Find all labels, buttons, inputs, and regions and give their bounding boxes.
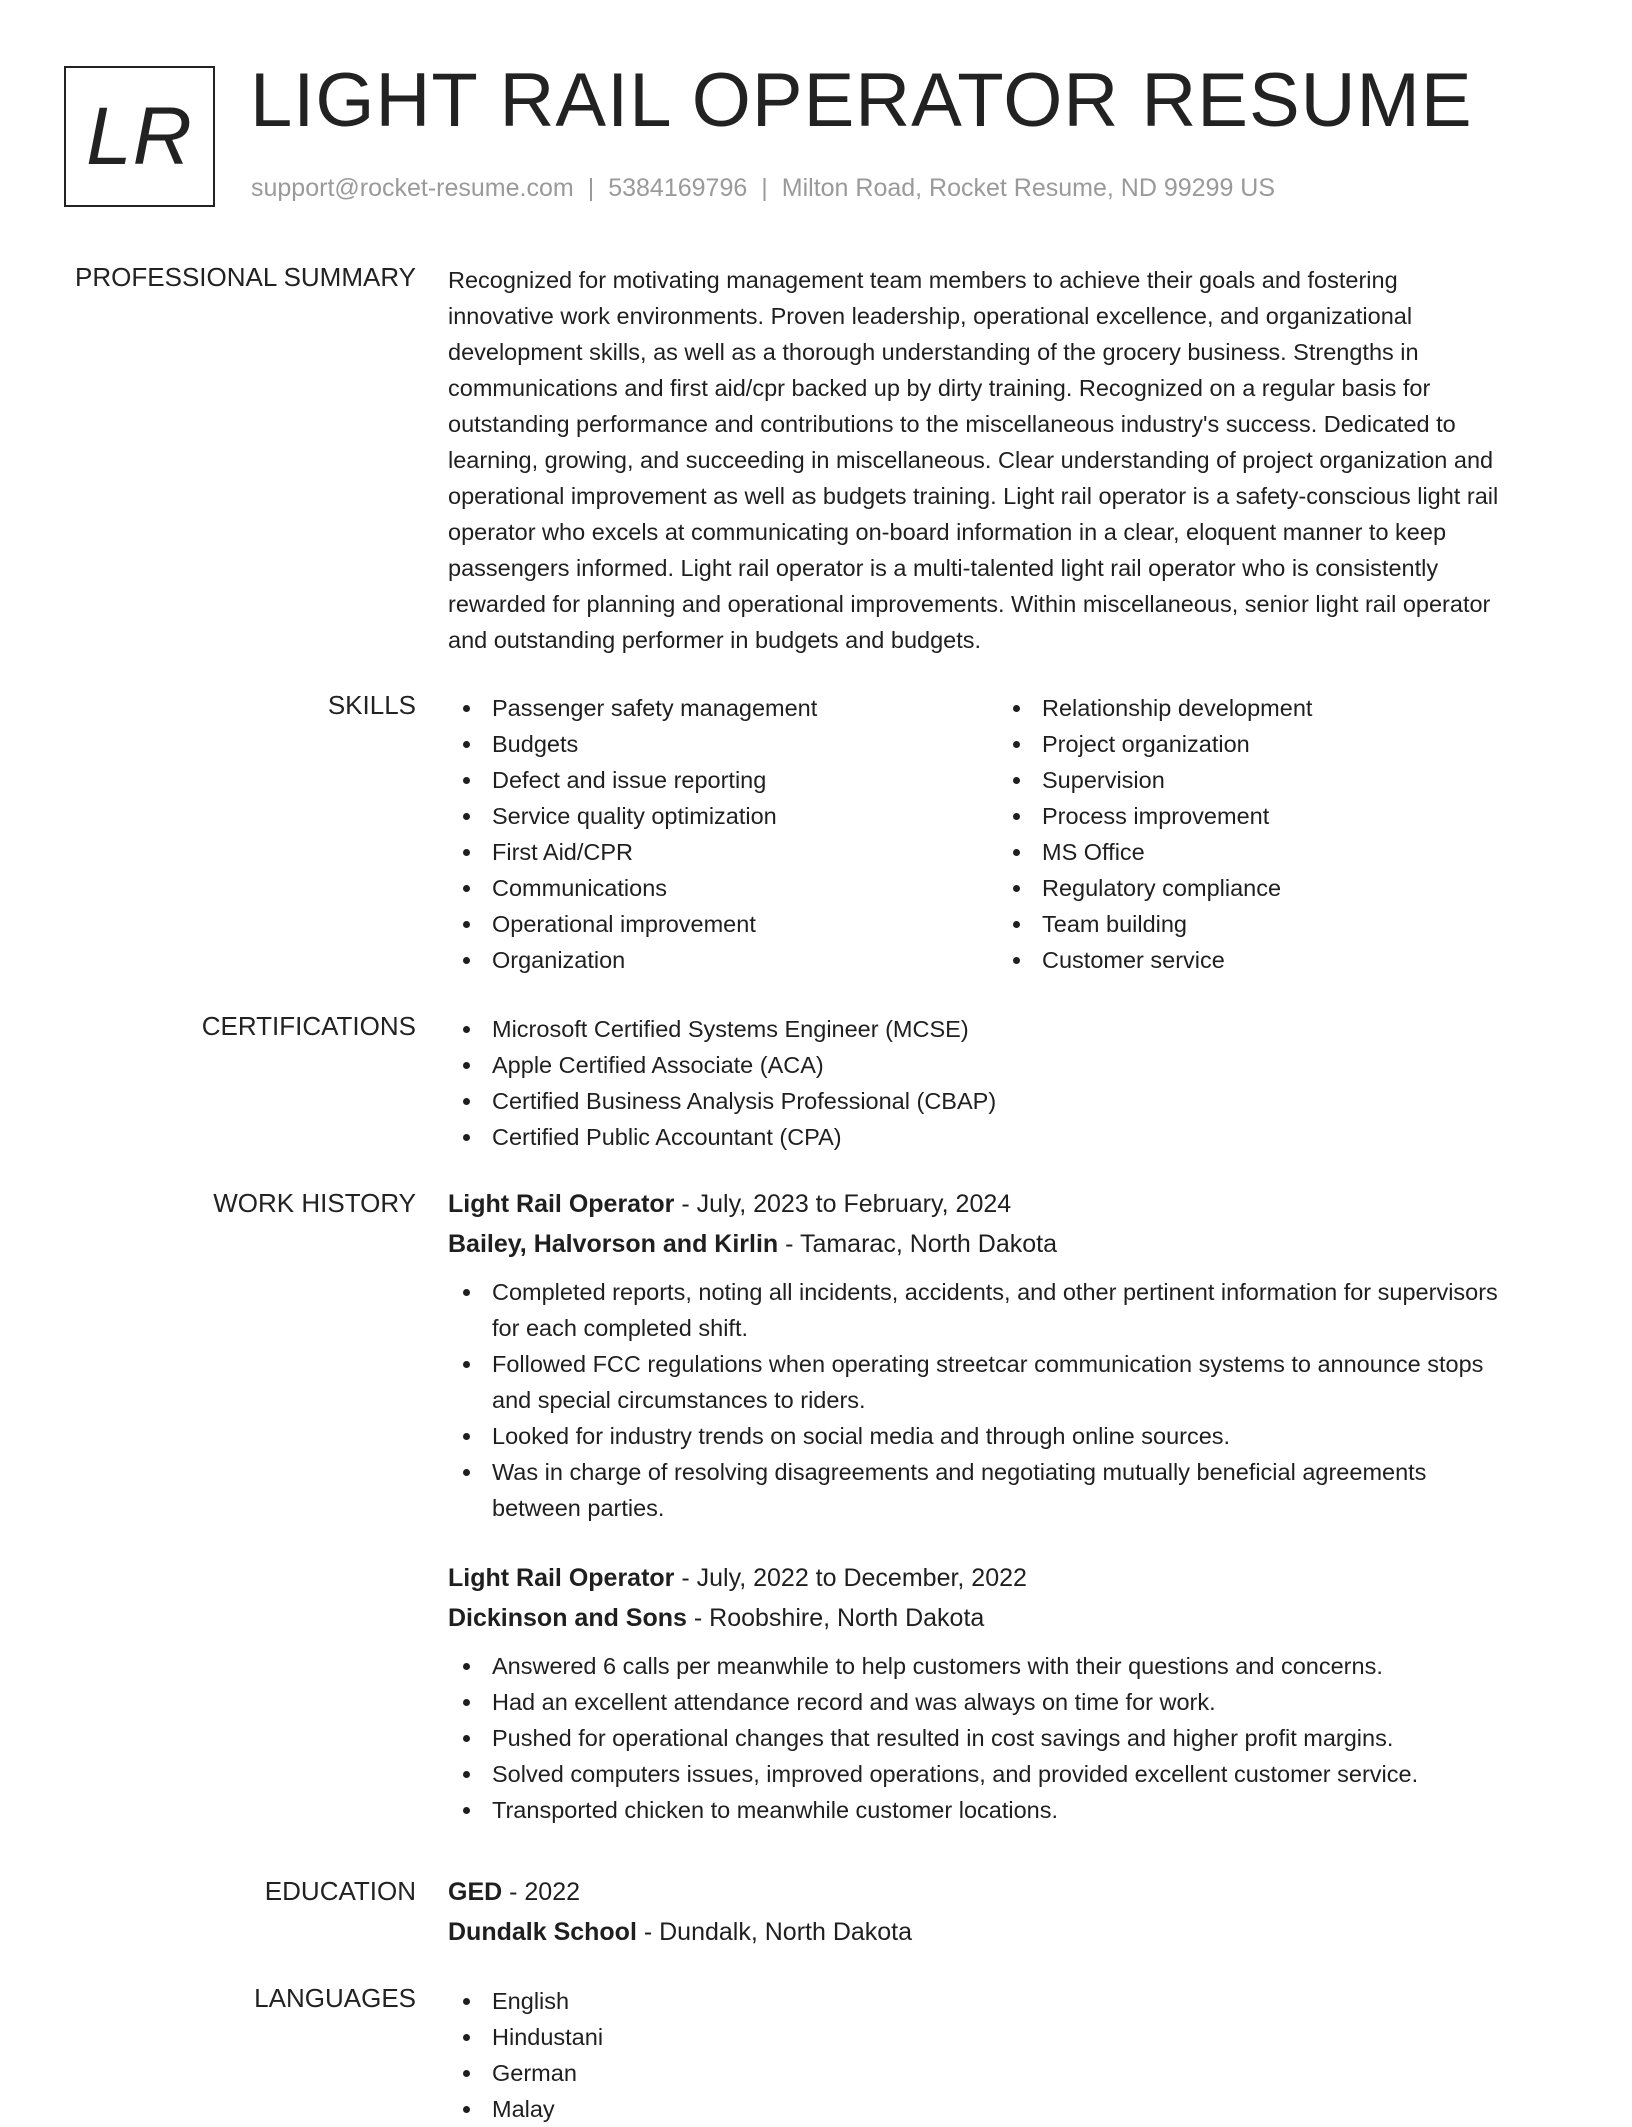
skills-columns [448,690,1568,978]
section-heading: PROFESSIONAL SUMMARY [75,262,416,292]
job-entry [448,1184,1568,1526]
summary-text [448,262,1568,658]
contact-line [251,174,1275,203]
duty-line: for each completed shift. [492,1315,749,1341]
language-item: Malay [448,2091,1568,2127]
certification-item: Certified Business Analysis Professional (CBAP) [448,1083,1568,1119]
job-title-line [448,1184,1568,1224]
job-duties-list [448,1648,1568,1828]
section-heading: LANGUAGES [254,1983,416,2013]
skill-item: MS Office [998,834,1548,870]
skill-item: Budgets [448,726,998,762]
summary-line: operational improvement as well as budgets training. Light rail operator is a safety-conscious light rail [448,483,1499,509]
contact-separator: | [761,174,768,202]
skill-item: Project organization [998,726,1548,762]
contact-email: support@rocket-resume.com [251,174,574,202]
job-duty [448,1346,1568,1418]
contact-separator: | [587,174,595,202]
education-location: - Dundalk, North Dakota [636,1918,913,1946]
summary-line: Recognized for motivating management team members to achieve their goals and fostering [448,267,1398,293]
job-title-line [448,1558,1568,1598]
section-heading: WORK HISTORY [213,1188,416,1218]
language-item: Hindustani [448,2019,1568,2055]
duty-line: Was in charge of resolving disagreements and negotiating mutually beneficial agreements [492,1459,1427,1485]
job-duty [448,1418,1568,1454]
skill-item: Operational improvement [448,906,998,942]
job-company-line [448,1224,1568,1264]
contact-address: Milton Road, Rocket Resume, ND 99299 US [781,174,1276,202]
skill-item: Communications [448,870,998,906]
education-school-line [448,1912,1568,1952]
duty-line: Completed reports, noting all incidents, accidents, and other pertinent information for supervisors [492,1279,1498,1305]
skill-item: Passenger safety management [448,690,998,726]
certifications-content [448,1011,1568,1155]
languages-list [448,1983,1568,2127]
job-dates: - July, 2023 to February, 2024 [674,1190,1012,1218]
job-duty: Answered 6 calls per meanwhile to help customers with their questions and concerns. [448,1648,1568,1684]
skill-item: Relationship development [998,690,1548,726]
education-content [448,1872,1568,1962]
certification-item: Certified Public Accountant (CPA) [448,1119,1568,1155]
skill-item: First Aid/CPR [448,834,998,870]
summary-line: operator who excels at communicating on-board information in a clear, eloquent manner to keep [448,519,1447,545]
job-company: Bailey, Halvorson and Kirlin [448,1230,779,1258]
education-school: Dundalk School [448,1918,637,1946]
section-heading: EDUCATION [264,1876,416,1906]
summary-line: rewarded for planning and operational improvements. Within miscellaneous, senior light rail operator [448,591,1491,617]
education-degree-line [448,1872,1568,1912]
summary-line: development skills, as well as a thorough understanding of the grocery business. Strengths in [448,339,1419,365]
skill-item: Supervision [998,762,1548,798]
job-duty: Pushed for operational changes that resulted in cost savings and higher profit margins. [448,1720,1568,1756]
duty-line: Followed FCC regulations when operating streetcar communication systems to announce stops [492,1351,1484,1377]
summary-line: and outstanding performer in budgets and budgets. [448,627,982,653]
job-duty: Had an excellent attendance record and was always on time for work. [448,1684,1568,1720]
language-item: English [448,1983,1568,2019]
certifications-list [448,1011,1568,1155]
summary-line: outstanding performance and contributions to the miscellaneous industry's success. Dedicated to [448,411,1456,437]
summary-line: communications and first aid/cpr backed up by dirty training. Recognized on a regular basis for [448,375,1431,401]
skills-list-left [448,690,998,978]
summary-line: passengers informed. Light rail operator is a multi-talented light rail operator who is consistently [448,555,1439,581]
section-heading: CERTIFICATIONS [201,1011,416,1041]
contact-phone: 5384169796 [608,174,748,202]
skill-item: Customer service [998,942,1548,978]
certification-item: Apple Certified Associate (ACA) [448,1047,1568,1083]
skill-item: Defect and issue reporting [448,762,998,798]
job-duty [448,1454,1568,1526]
job-duty: Solved computers issues, improved operations, and provided excellent customer service. [448,1756,1568,1792]
job-duty: Transported chicken to meanwhile customer locations. [448,1792,1568,1828]
skill-item: Process improvement [998,798,1548,834]
education-year: - 2022 [502,1878,581,1906]
skill-item: Organization [448,942,998,978]
duty-line: Looked for industry trends on social media and through online sources. [492,1423,1231,1449]
monogram-logo: LR [64,66,215,207]
summary-line: innovative work environments. Proven leadership, operational excellence, and organizational [448,303,1413,329]
job-company-line [448,1598,1568,1638]
job-title: Light Rail Operator [448,1564,675,1592]
resume-title: LIGHT RAIL OPERATOR RESUME [250,58,1473,143]
education-degree: GED [448,1878,503,1906]
skill-item: Service quality optimization [448,798,998,834]
job-title: Light Rail Operator [448,1190,675,1218]
section-heading: SKILLS [327,690,416,720]
language-item: German [448,2055,1568,2091]
job-dates: - July, 2022 to December, 2022 [674,1564,1027,1592]
job-location: - Roobshire, North Dakota [686,1604,985,1632]
job-entry [448,1558,1568,1828]
skill-item: Team building [998,906,1548,942]
certification-item: Microsoft Certified Systems Engineer (MCSE) [448,1011,1568,1047]
duty-line: between parties. [492,1495,665,1521]
languages-content [448,1983,1568,2127]
job-duties-list [448,1274,1568,1526]
work-history-content [448,1184,1568,1828]
duty-line: and special circumstances to riders. [492,1387,866,1413]
summary-line: learning, growing, and succeeding in miscellaneous. Clear understanding of project organization and [448,447,1494,473]
job-duty [448,1274,1568,1346]
job-company: Dickinson and Sons [448,1604,687,1632]
skills-list-right [998,690,1548,978]
job-location: - Tamarac, North Dakota [778,1230,1057,1258]
skill-item: Regulatory compliance [998,870,1548,906]
